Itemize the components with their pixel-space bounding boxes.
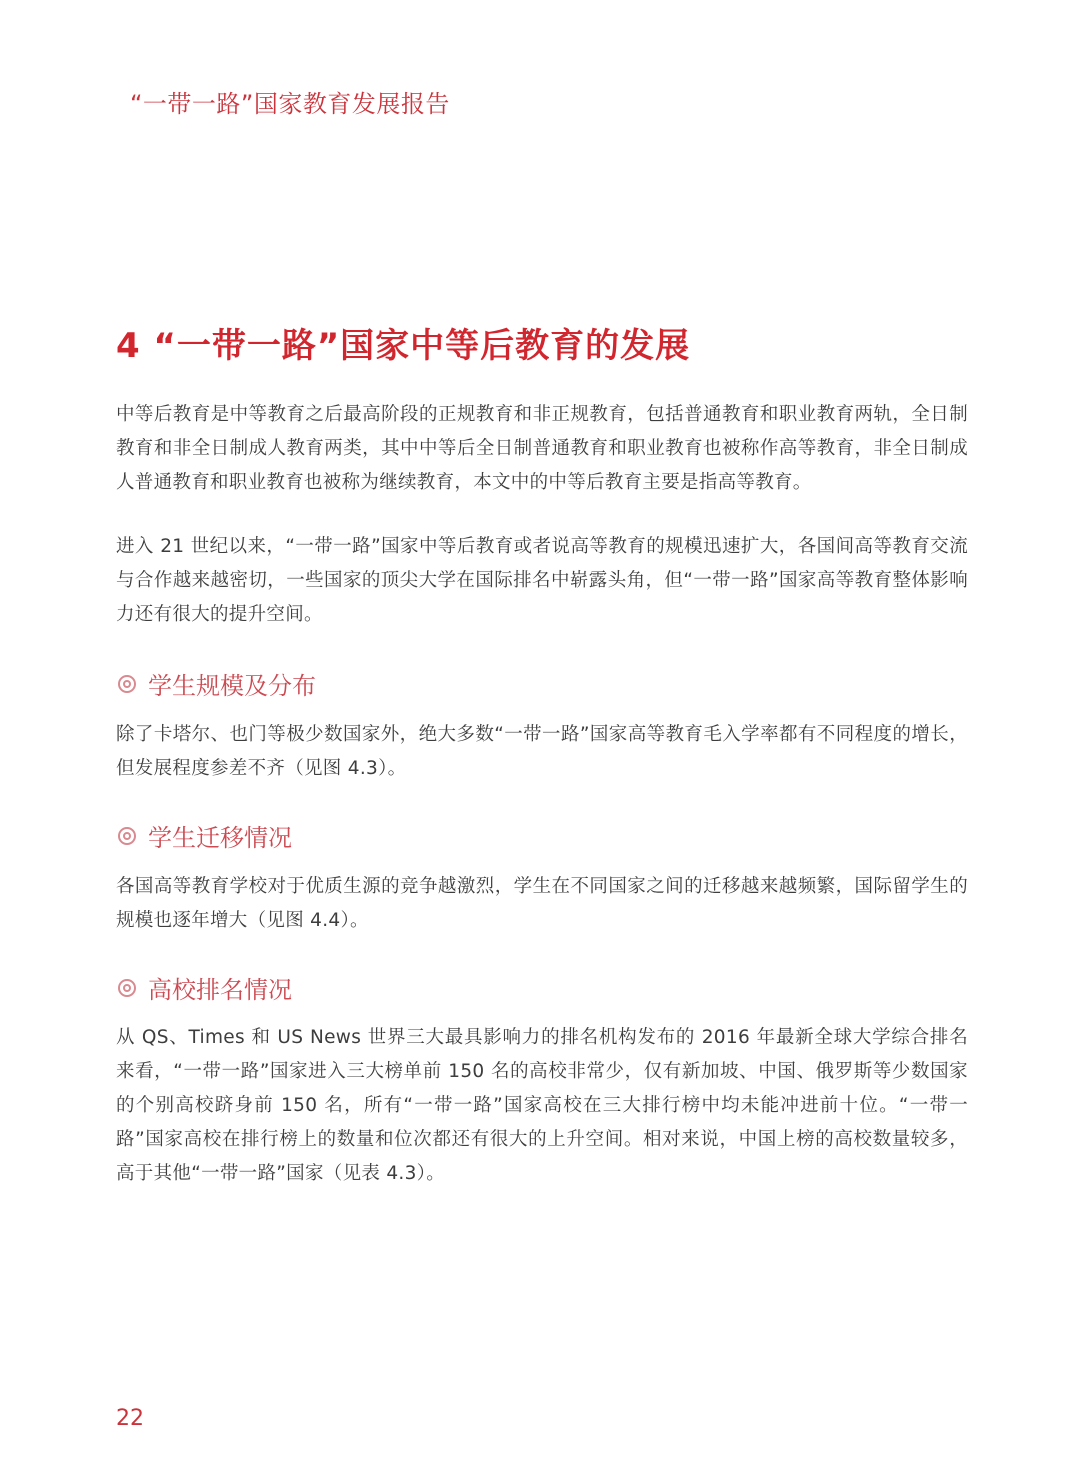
section-heading-student-migration [116,818,292,853]
section-heading-text: 学生迁移情况 [148,824,292,852]
section-heading-text: 高校排名情况 [148,976,292,1004]
double-circle-icon [118,675,136,693]
running-header-title: “一带一路”国家教育发展报告 [130,90,450,118]
intro-paragraph-2: 进入 21 世纪以来，“一带一路”国家中等后教育或者说高等教育的规模迅速扩大，各国间高等教育交流与合作越来越密切，一些国家的顶尖大学在国际排名中崭露头角，但“一带一路”国家高等教育整体影响力还有很大的提升空间。 [116,536,968,625]
section-body-student-migration: 各国高等教育学校对于优质生源的竞争越激烈，学生在不同国家之间的迁移越来越频繁，国际留学生的规模也逐年增大（见图 4.4）。 [116,876,968,931]
section-heading-student-scale [116,666,316,701]
section-heading-text: 学生规模及分布 [148,672,316,700]
double-circle-icon [118,979,136,997]
section-heading-university-ranking [116,970,292,1005]
section-body-university-ranking: 从 QS、Times 和 US News 世界三大最具影响力的排名机构发布的 2016 年最新全球大学综合排名来看，“一带一路”国家进入三大榜单前 150 名的高校非常少，仅有新加坡、中国、俄罗斯等少数国家的个别高校跻身前 150 名，所有“一带一路”国家高校在三大排行榜中均未能冲进前十位。“一带一路”国家高校在排行榜上的数量和位次都还有很大的上升空间。相对来说，中国上榜的高校数量较多，高于其他“一带一路”国家（见表 4.3）。 [116,1027,968,1184]
page-number: 22 [116,1406,144,1431]
double-circle-icon [118,827,136,845]
chapter-title: 4 “一带一路”国家中等后教育的发展 [116,326,691,366]
intro-paragraph-1: 中等后教育是中等教育之后最高阶段的正规教育和非正规教育，包括普通教育和职业教育两轨，全日制教育和非全日制成人教育两类，其中中等后全日制普通教育和职业教育也被称作高等教育，非全日制成人普通教育和职业教育也被称为继续教育，本文中的中等后教育主要是指高等教育。 [116,404,968,493]
section-body-student-scale: 除了卡塔尔、也门等极少数国家外，绝大多数“一带一路”国家高等教育毛入学率都有不同程度的增长，但发展程度参差不齐（见图 4.3）。 [116,724,968,779]
